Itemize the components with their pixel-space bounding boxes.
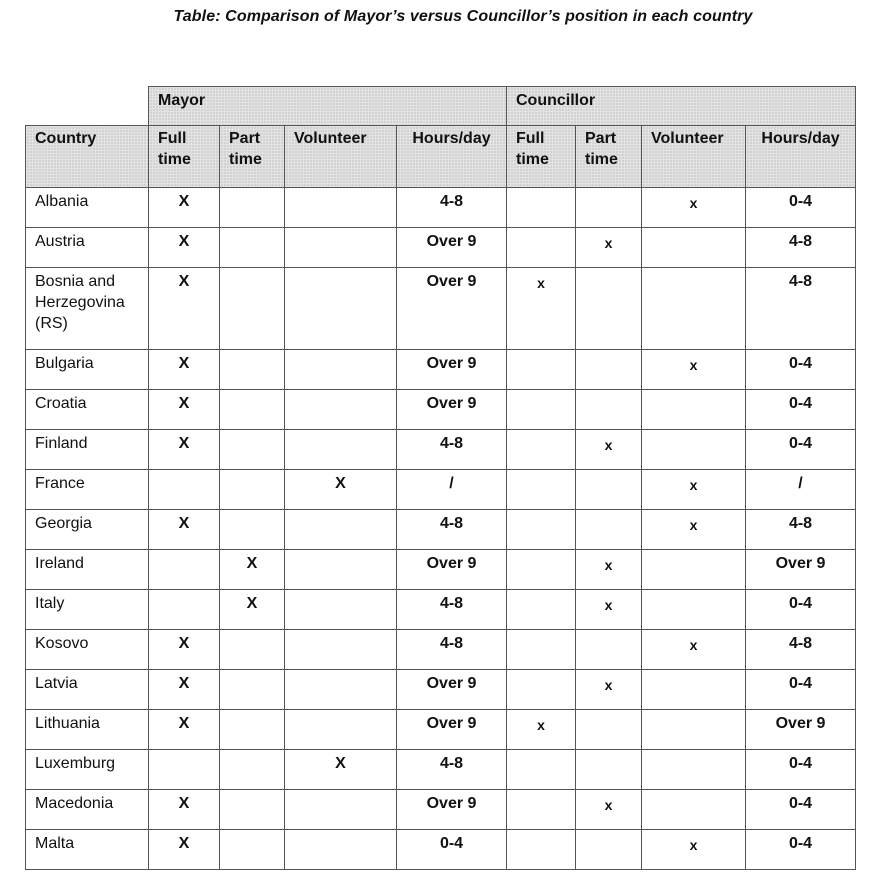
mayor-full-time-cell: X: [149, 790, 220, 830]
mayor-hours-cell: Over 9: [397, 790, 507, 830]
councillor-full-time-cell: [507, 790, 576, 830]
mayor-full-time-cell: X: [149, 390, 220, 430]
country-cell: Bosnia and Herzegovina (RS): [26, 268, 149, 350]
councillor-hours-cell: Over 9: [746, 710, 856, 750]
mayor-full-time-cell: [149, 590, 220, 630]
table-row: [26, 268, 856, 350]
councillor-volunteer-cell: [642, 430, 746, 470]
councillor-hours-cell: 0-4: [746, 590, 856, 630]
councillor-hours-cell: 0-4: [746, 430, 856, 470]
councillor-full-time-cell: [507, 390, 576, 430]
mayor-hours-cell: Over 9: [397, 390, 507, 430]
mayor-volunteer-cell: [285, 630, 397, 670]
mayor-full-time-cell: X: [149, 830, 220, 870]
councillor-full-time-cell: [507, 470, 576, 510]
councillor-hours-cell: 4-8: [746, 268, 856, 350]
mayor-volunteer-cell: [285, 430, 397, 470]
mayor-full-time-cell: [149, 550, 220, 590]
councillor-full-time-cell: [507, 630, 576, 670]
mayor-full-time-cell: X: [149, 670, 220, 710]
mayor-hours-cell: 4-8: [397, 750, 507, 790]
country-cell: Albania: [26, 188, 149, 228]
councillor-hours-cell: 0-4: [746, 830, 856, 870]
councillor-volunteer-cell: [642, 268, 746, 350]
councillor-hours-cell: 4-8: [746, 510, 856, 550]
councillor-hours-cell: 0-4: [746, 188, 856, 228]
country-cell: Macedonia: [26, 790, 149, 830]
councillor-volunteer-cell: x: [642, 350, 746, 390]
table-row: [26, 590, 856, 630]
councillor-part-time-cell: [576, 390, 642, 430]
councillor-full-time-cell: [507, 590, 576, 630]
councillor-full-time-cell: [507, 750, 576, 790]
mayor-part-time-cell: [220, 430, 285, 470]
country-cell: Ireland: [26, 550, 149, 590]
councillor-part-time-cell: x: [576, 670, 642, 710]
mayor-hours-cell: 4-8: [397, 590, 507, 630]
country-cell: France: [26, 470, 149, 510]
councillor-volunteer-cell: [642, 550, 746, 590]
mayor-full-time-cell: X: [149, 268, 220, 350]
councillor-full-time-cell: [507, 430, 576, 470]
table-row: [26, 390, 856, 430]
mayor-volunteer-cell: [285, 790, 397, 830]
councillor-hours-cell: /: [746, 470, 856, 510]
mayor-full-time-cell: [149, 470, 220, 510]
mayor-volunteer-cell: [285, 268, 397, 350]
mayor-volunteer-cell: [285, 228, 397, 268]
mayor-volunteer-cell: [285, 710, 397, 750]
councillor-part-time-cell: x: [576, 790, 642, 830]
councillor-part-time-cell: [576, 750, 642, 790]
councillor-volunteer-cell: x: [642, 630, 746, 670]
councillor-volunteer-cell: [642, 228, 746, 268]
councillor-volunteer-cell: [642, 590, 746, 630]
councillor-full-time-cell: [507, 830, 576, 870]
councillor-volunteer-cell: [642, 750, 746, 790]
mayor-part-time-cell: [220, 790, 285, 830]
councillor-volunteer-cell: [642, 790, 746, 830]
mayor-full-time-cell: X: [149, 510, 220, 550]
mayor-hours-cell: 4-8: [397, 630, 507, 670]
table-row: [26, 228, 856, 268]
table-row: [26, 630, 856, 670]
country-cell: Latvia: [26, 670, 149, 710]
country-cell: Lithuania: [26, 710, 149, 750]
councillor-hours-cell: 0-4: [746, 670, 856, 710]
councillor-part-time-cell: [576, 350, 642, 390]
table-row: [26, 430, 856, 470]
mayor-part-time-cell: [220, 228, 285, 268]
comparison-table: [25, 86, 856, 870]
councillor-full-time-cell: [507, 510, 576, 550]
table-row: [26, 670, 856, 710]
mayor-volunteer-header: Volunteer: [285, 126, 397, 188]
mayor-part-time-cell: [220, 670, 285, 710]
mayor-volunteer-cell: [285, 830, 397, 870]
empty-corner-cell: [26, 87, 149, 126]
mayor-volunteer-cell: [285, 510, 397, 550]
councillor-full-time-cell: x: [507, 268, 576, 350]
mayor-hours-cell: 4-8: [397, 188, 507, 228]
mayor-hours-cell: Over 9: [397, 350, 507, 390]
mayor-volunteer-cell: [285, 188, 397, 228]
councillor-full-time-cell: [507, 350, 576, 390]
mayor-full-time-cell: X: [149, 350, 220, 390]
mayor-full-time-cell: [149, 750, 220, 790]
column-header-row: [26, 126, 856, 188]
country-cell: Italy: [26, 590, 149, 630]
mayor-part-time-cell: [220, 510, 285, 550]
councillor-hours-cell: 4-8: [746, 228, 856, 268]
councillor-hours-cell: 0-4: [746, 750, 856, 790]
councillor-full-time-cell: [507, 228, 576, 268]
table-row: [26, 470, 856, 510]
mayor-full-time-cell: X: [149, 430, 220, 470]
councillor-group-header: Councillor: [507, 87, 856, 126]
councillor-part-time-cell: x: [576, 430, 642, 470]
councillor-part-time-cell: [576, 268, 642, 350]
mayor-hours-cell: Over 9: [397, 268, 507, 350]
mayor-full-time-cell: X: [149, 710, 220, 750]
councillor-volunteer-header: Volunteer: [642, 126, 746, 188]
country-cell: Austria: [26, 228, 149, 268]
mayor-hours-cell: Over 9: [397, 670, 507, 710]
mayor-volunteer-cell: X: [285, 750, 397, 790]
councillor-full-time-cell: x: [507, 710, 576, 750]
councillor-full-time-cell: [507, 550, 576, 590]
councillor-part-time-cell: x: [576, 228, 642, 268]
country-cell: Finland: [26, 430, 149, 470]
table-row: [26, 350, 856, 390]
mayor-full-time-cell: X: [149, 188, 220, 228]
councillor-full-time-cell: [507, 670, 576, 710]
mayor-part-time-cell: [220, 830, 285, 870]
mayor-hours-cell: Over 9: [397, 228, 507, 268]
mayor-hours-cell: 4-8: [397, 510, 507, 550]
mayor-part-time-cell: [220, 470, 285, 510]
councillor-volunteer-cell: [642, 390, 746, 430]
councillor-part-time-cell: x: [576, 590, 642, 630]
mayor-hours-cell: Over 9: [397, 550, 507, 590]
table-row: [26, 750, 856, 790]
councillor-hours-cell: 0-4: [746, 390, 856, 430]
councillor-part-time-header: Part time: [576, 126, 642, 188]
mayor-volunteer-cell: [285, 350, 397, 390]
mayor-hours-cell: 4-8: [397, 430, 507, 470]
mayor-hours-cell: Over 9: [397, 710, 507, 750]
mayor-part-time-cell: [220, 750, 285, 790]
mayor-full-time-header: Full time: [149, 126, 220, 188]
table-caption: Table: Comparison of Mayor’s versus Councillor’s position in each country: [173, 8, 753, 25]
table-row: [26, 510, 856, 550]
country-cell: Georgia: [26, 510, 149, 550]
mayor-volunteer-cell: [285, 550, 397, 590]
councillor-part-time-cell: x: [576, 550, 642, 590]
mayor-hours-cell: 0-4: [397, 830, 507, 870]
councillor-hours-cell: 4-8: [746, 630, 856, 670]
mayor-part-time-cell: X: [220, 550, 285, 590]
mayor-part-time-cell: [220, 350, 285, 390]
mayor-volunteer-cell: X: [285, 470, 397, 510]
mayor-part-time-cell: [220, 710, 285, 750]
mayor-part-time-cell: X: [220, 590, 285, 630]
mayor-full-time-cell: X: [149, 228, 220, 268]
councillor-full-time-cell: [507, 188, 576, 228]
councillor-hours-cell: 0-4: [746, 350, 856, 390]
councillor-volunteer-cell: x: [642, 830, 746, 870]
country-cell: Luxemburg: [26, 750, 149, 790]
country-cell: Malta: [26, 830, 149, 870]
councillor-hours-cell: Over 9: [746, 550, 856, 590]
councillor-volunteer-cell: x: [642, 470, 746, 510]
table-row: [26, 188, 856, 228]
councillor-part-time-cell: [576, 830, 642, 870]
table-row: [26, 550, 856, 590]
mayor-part-time-cell: [220, 390, 285, 430]
mayor-group-header: Mayor: [149, 87, 507, 126]
table-row: [26, 710, 856, 750]
councillor-full-time-header: Full time: [507, 126, 576, 188]
councillor-part-time-cell: [576, 710, 642, 750]
councillor-volunteer-cell: x: [642, 188, 746, 228]
country-cell: Croatia: [26, 390, 149, 430]
country-cell: Kosovo: [26, 630, 149, 670]
councillor-part-time-cell: [576, 510, 642, 550]
group-header-row: [26, 87, 856, 126]
councillor-part-time-cell: [576, 470, 642, 510]
table-row: [26, 830, 856, 870]
mayor-volunteer-cell: [285, 670, 397, 710]
councillor-part-time-cell: [576, 630, 642, 670]
councillor-volunteer-cell: [642, 710, 746, 750]
mayor-hours-cell: /: [397, 470, 507, 510]
councillor-volunteer-cell: [642, 670, 746, 710]
councillor-hours-cell: 0-4: [746, 790, 856, 830]
councillor-hours-header: Hours/day: [746, 126, 856, 188]
table-row: [26, 790, 856, 830]
mayor-volunteer-cell: [285, 590, 397, 630]
country-column-header: Country: [26, 126, 149, 188]
mayor-full-time-cell: X: [149, 630, 220, 670]
mayor-part-time-header: Part time: [220, 126, 285, 188]
mayor-hours-header: Hours/day: [397, 126, 507, 188]
mayor-part-time-cell: [220, 630, 285, 670]
mayor-part-time-cell: [220, 188, 285, 228]
councillor-part-time-cell: [576, 188, 642, 228]
councillor-volunteer-cell: x: [642, 510, 746, 550]
mayor-volunteer-cell: [285, 390, 397, 430]
mayor-part-time-cell: [220, 268, 285, 350]
country-cell: Bulgaria: [26, 350, 149, 390]
